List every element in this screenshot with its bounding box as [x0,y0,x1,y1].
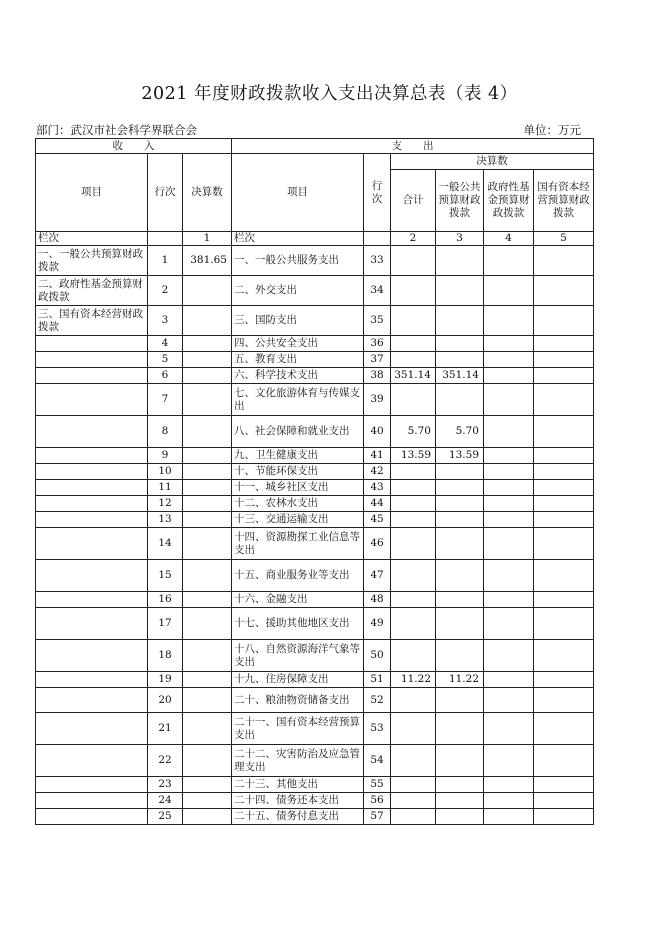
state-capital-cell [534,528,594,560]
income-amount-cell [183,368,232,384]
income-amount-cell [183,608,232,640]
table-row [36,592,594,608]
state-capital-cell [534,336,594,352]
total-cell: 11.22 [391,672,436,688]
general-budget-cell: 11.22 [436,672,484,688]
income-item-header: 项目 [36,154,148,232]
total-cell [391,512,436,528]
expense-item-cell: 十五、商业服务业等支出 [232,560,364,592]
income-amount-cell [183,416,232,448]
total-cell [391,276,436,306]
state-capital-cell [534,480,594,496]
final-amount-header: 决算数 [391,154,594,170]
expense-item-cell: 五、教育支出 [232,352,364,368]
income-amount-cell [183,640,232,672]
income-amount-cell [183,809,232,825]
expense-line-cell: 44 [364,496,391,512]
total-cell [391,560,436,592]
general-budget-cell [436,480,484,496]
income-item-cell [36,464,148,480]
income-line-cell: 5 [148,352,183,368]
income-item-cell: 三、国有资本经营财政拨款 [36,306,148,336]
general-budget-cell [436,512,484,528]
expense-line-cell: 50 [364,640,391,672]
general-budget-cell [436,809,484,825]
income-amount-cell [183,672,232,688]
state-capital-cell [534,640,594,672]
general-budget-cell [436,384,484,416]
gov-fund-cell [484,688,534,713]
income-amount-cell [183,528,232,560]
expense-item-cell: 二、外交支出 [232,276,364,306]
table-row [36,713,594,745]
state-capital-cell [534,352,594,368]
income-item-cell [36,480,148,496]
expense-line-cell: 47 [364,560,391,592]
expense-line-header: 行次 [364,154,391,232]
expense-item-cell: 十八、自然资源海洋气象等支出 [232,640,364,672]
state-capital-cell [534,246,594,276]
general-budget-cell [436,336,484,352]
expense-item-cell: 十七、援助其他地区支出 [232,608,364,640]
income-line-cell: 7 [148,384,183,416]
gov-fund-cell [484,480,534,496]
table-row [36,608,594,640]
general-budget-cell [436,352,484,368]
income-line-cell: 22 [148,745,183,777]
income-line-cell: 8 [148,416,183,448]
table-row [36,352,594,368]
column-index-4: 4 [484,232,534,246]
income-line-cell: 6 [148,368,183,384]
income-item-cell [36,809,148,825]
general-budget-cell [436,528,484,560]
income-item-cell [36,672,148,688]
state-capital-cell [534,448,594,464]
column-index-1: 1 [183,232,232,246]
table-row [36,560,594,592]
income-line-cell: 2 [148,276,183,306]
general-budget-cell: 5.70 [436,416,484,448]
total-header: 合计 [391,170,436,232]
income-amount-cell [183,336,232,352]
expense-line-cell: 35 [364,306,391,336]
income-amount-cell [183,384,232,416]
unit-label: 单位：万元 [523,123,581,137]
budget-table [35,138,594,825]
income-line-cell: 14 [148,528,183,560]
income-item-cell [36,793,148,809]
expense-item-cell: 二十二、灾害防治及应急管理支出 [232,745,364,777]
income-amount-cell [183,448,232,464]
general-budget-header: 一般公共预算财政拨款 [436,170,484,232]
expense-item-cell: 二十四、债务还本支出 [232,793,364,809]
income-line-cell: 3 [148,306,183,336]
income-line-cell: 10 [148,464,183,480]
total-cell [391,688,436,713]
general-budget-cell [436,496,484,512]
gov-fund-cell [484,384,534,416]
gov-fund-cell [484,528,534,560]
column-index-5: 5 [534,232,594,246]
gov-fund-cell [484,713,534,745]
gov-fund-header: 政府性基金预算财政拨款 [484,170,534,232]
gov-fund-cell [484,276,534,306]
income-line-cell: 19 [148,672,183,688]
table-row [36,528,594,560]
income-amount-cell [183,777,232,793]
total-cell: 351.14 [391,368,436,384]
income-item-cell [36,745,148,777]
expense-line-cell: 41 [364,448,391,464]
total-cell [391,480,436,496]
income-item-cell [36,512,148,528]
page-title: 2021 年度财政拨款收入支出决算总表（表 4） [141,84,518,104]
expense-item-cell: 二十、粮油物资储备支出 [232,688,364,713]
expense-item-cell: 九、卫生健康支出 [232,448,364,464]
general-budget-cell: 13.59 [436,448,484,464]
income-item-cell [36,713,148,745]
table-row [36,368,594,384]
expense-line-cell: 45 [364,512,391,528]
table-row [36,672,594,688]
income-amount-cell [183,480,232,496]
table-row [36,276,594,306]
gov-fund-cell [484,336,534,352]
state-capital-cell [534,560,594,592]
expense-line-cell: 46 [364,528,391,560]
income-line-cell: 18 [148,640,183,672]
income-item-cell [36,448,148,464]
expense-line-cell: 57 [364,809,391,825]
expense-line-cell: 54 [364,745,391,777]
total-cell: 13.59 [391,448,436,464]
state-capital-cell [534,592,594,608]
income-item-cell: 一、一般公共预算财政拨款 [36,246,148,276]
table-row [36,496,594,512]
income-line-cell: 4 [148,336,183,352]
state-capital-cell [534,777,594,793]
section-header-row [36,139,594,154]
general-budget-cell [436,560,484,592]
expense-line-cell: 56 [364,793,391,809]
income-item-cell [36,384,148,416]
income-item-cell [36,336,148,352]
state-capital-cell [534,745,594,777]
gov-fund-cell [484,448,534,464]
column-index-3: 3 [436,232,484,246]
total-cell [391,745,436,777]
column-index-label-right: 栏次 [232,232,364,246]
expense-item-cell: 十六、金融支出 [232,592,364,608]
total-cell [391,336,436,352]
income-item-cell [36,528,148,560]
gov-fund-cell [484,793,534,809]
expense-header: 支 出 [232,139,594,154]
table-row [36,809,594,825]
state-capital-cell [534,608,594,640]
income-amount-cell [183,512,232,528]
total-cell: 5.70 [391,416,436,448]
income-line-cell: 12 [148,496,183,512]
expense-item-cell: 八、社会保障和就业支出 [232,416,364,448]
state-capital-cell [534,672,594,688]
gov-fund-cell [484,592,534,608]
income-line-cell: 11 [148,480,183,496]
income-item-cell [36,560,148,592]
gov-fund-cell [484,560,534,592]
gov-fund-cell [484,608,534,640]
total-cell [391,608,436,640]
gov-fund-cell [484,464,534,480]
table-row [36,384,594,416]
table-row [36,688,594,713]
income-line-cell: 16 [148,592,183,608]
income-line-cell: 24 [148,793,183,809]
income-item-cell: 二、政府性基金预算财政拨款 [36,276,148,306]
total-cell [391,306,436,336]
general-budget-cell [436,713,484,745]
income-line-cell: 21 [148,713,183,745]
income-amount-cell [183,352,232,368]
gov-fund-cell [484,672,534,688]
income-item-cell [36,416,148,448]
general-budget-cell [436,640,484,672]
expense-line-cell: 40 [364,416,391,448]
total-cell [391,793,436,809]
expense-item-cell: 二十三、其他支出 [232,777,364,793]
table-row [36,777,594,793]
total-cell [391,384,436,416]
expense-line-cell: 49 [364,608,391,640]
gov-fund-cell [484,246,534,276]
state-capital-cell [534,496,594,512]
expense-line-cell: 37 [364,352,391,368]
gov-fund-cell [484,368,534,384]
general-budget-cell [436,592,484,608]
table-row [36,306,594,336]
income-amount-header: 决算数 [183,154,232,232]
expense-item-cell: 六、科学技术支出 [232,368,364,384]
gov-fund-cell [484,777,534,793]
general-budget-cell [436,464,484,480]
general-budget-cell [436,608,484,640]
state-capital-header: 国有资本经营预算财政拨款 [534,170,594,232]
total-cell [391,592,436,608]
expense-line-cell: 38 [364,368,391,384]
state-capital-cell [534,464,594,480]
expense-item-cell: 二十五、债务付息支出 [232,809,364,825]
income-amount-cell [183,688,232,713]
income-line-cell: 15 [148,560,183,592]
state-capital-cell [534,384,594,416]
expense-item-cell: 十、节能环保支出 [232,464,364,480]
state-capital-cell [534,306,594,336]
expense-line-cell: 39 [364,384,391,416]
expense-item-cell: 三、国防支出 [232,306,364,336]
income-item-cell [36,608,148,640]
general-budget-cell [436,306,484,336]
income-amount-cell [183,276,232,306]
expense-item-cell: 七、文化旅游体育与传媒支出 [232,384,364,416]
expense-line-cell: 33 [364,246,391,276]
total-cell [391,640,436,672]
expense-item-cell: 二十一、国有资本经营预算支出 [232,713,364,745]
expense-line-cell: 52 [364,688,391,713]
income-amount-cell [183,713,232,745]
gov-fund-cell [484,809,534,825]
income-amount-cell [183,496,232,512]
expense-line-cell: 48 [364,592,391,608]
expense-item-cell: 一、一般公共服务支出 [232,246,364,276]
expense-item-header: 项目 [232,154,364,232]
total-cell [391,352,436,368]
gov-fund-cell [484,496,534,512]
income-line-cell: 20 [148,688,183,713]
expense-item-cell: 十三、交通运输支出 [232,512,364,528]
column-index-2: 2 [391,232,436,246]
expense-line-cell: 36 [364,336,391,352]
expense-line-cell: 43 [364,480,391,496]
gov-fund-cell [484,640,534,672]
table-row [36,416,594,448]
total-cell [391,713,436,745]
income-header: 收 入 [36,139,232,154]
state-capital-cell [534,368,594,384]
expense-line-cell: 42 [364,464,391,480]
gov-fund-cell [484,416,534,448]
expense-item-cell: 十一、城乡社区支出 [232,480,364,496]
table-row [36,246,594,276]
table-row [36,793,594,809]
table-row [36,336,594,352]
column-index-row [36,232,594,246]
gov-fund-cell [484,745,534,777]
general-budget-cell [436,246,484,276]
income-amount-cell: 381.65 [183,246,232,276]
income-line-cell: 23 [148,777,183,793]
income-line-cell: 17 [148,608,183,640]
total-cell [391,496,436,512]
column-index-label: 栏次 [36,232,148,246]
expense-line-cell: 53 [364,713,391,745]
expense-line-cell: 34 [364,276,391,306]
expense-line-cell: 51 [364,672,391,688]
income-line-cell: 13 [148,512,183,528]
table-row [36,640,594,672]
expense-item-cell: 十二、农林水支出 [232,496,364,512]
table-row [36,464,594,480]
gov-fund-cell [484,306,534,336]
income-amount-cell [183,592,232,608]
state-capital-cell [534,688,594,713]
gov-fund-cell [484,512,534,528]
department-label: 部门：武汉市社会科学界联合会 [36,123,197,137]
table-row [36,448,594,464]
income-item-cell [36,688,148,713]
income-line-cell: 9 [148,448,183,464]
income-amount-cell [183,306,232,336]
general-budget-cell [436,777,484,793]
total-cell [391,246,436,276]
expense-line-cell: 55 [364,777,391,793]
income-amount-cell [183,560,232,592]
general-budget-cell [436,276,484,306]
income-line-cell: 1 [148,246,183,276]
table-row [36,745,594,777]
income-item-cell [36,368,148,384]
income-item-cell [36,777,148,793]
income-item-cell [36,592,148,608]
income-item-cell [36,496,148,512]
state-capital-cell [534,276,594,306]
state-capital-cell [534,809,594,825]
total-cell [391,528,436,560]
income-item-cell [36,352,148,368]
total-cell [391,809,436,825]
income-amount-cell [183,793,232,809]
total-cell [391,777,436,793]
state-capital-cell [534,512,594,528]
income-line-header: 行次 [148,154,183,232]
general-budget-cell [436,688,484,713]
income-amount-cell [183,464,232,480]
state-capital-cell [534,416,594,448]
income-item-cell [36,640,148,672]
table-row [36,512,594,528]
income-line-cell: 25 [148,809,183,825]
state-capital-cell [534,793,594,809]
table-row [36,480,594,496]
total-cell [391,464,436,480]
expense-item-cell: 十九、住房保障支出 [232,672,364,688]
column-header-row-1 [36,154,594,170]
expense-item-cell: 四、公共安全支出 [232,336,364,352]
income-amount-cell [183,745,232,777]
gov-fund-cell [484,352,534,368]
state-capital-cell [534,713,594,745]
general-budget-cell: 351.14 [436,368,484,384]
general-budget-cell [436,745,484,777]
expense-item-cell: 十四、资源勘探工业信息等支出 [232,528,364,560]
general-budget-cell [436,793,484,809]
